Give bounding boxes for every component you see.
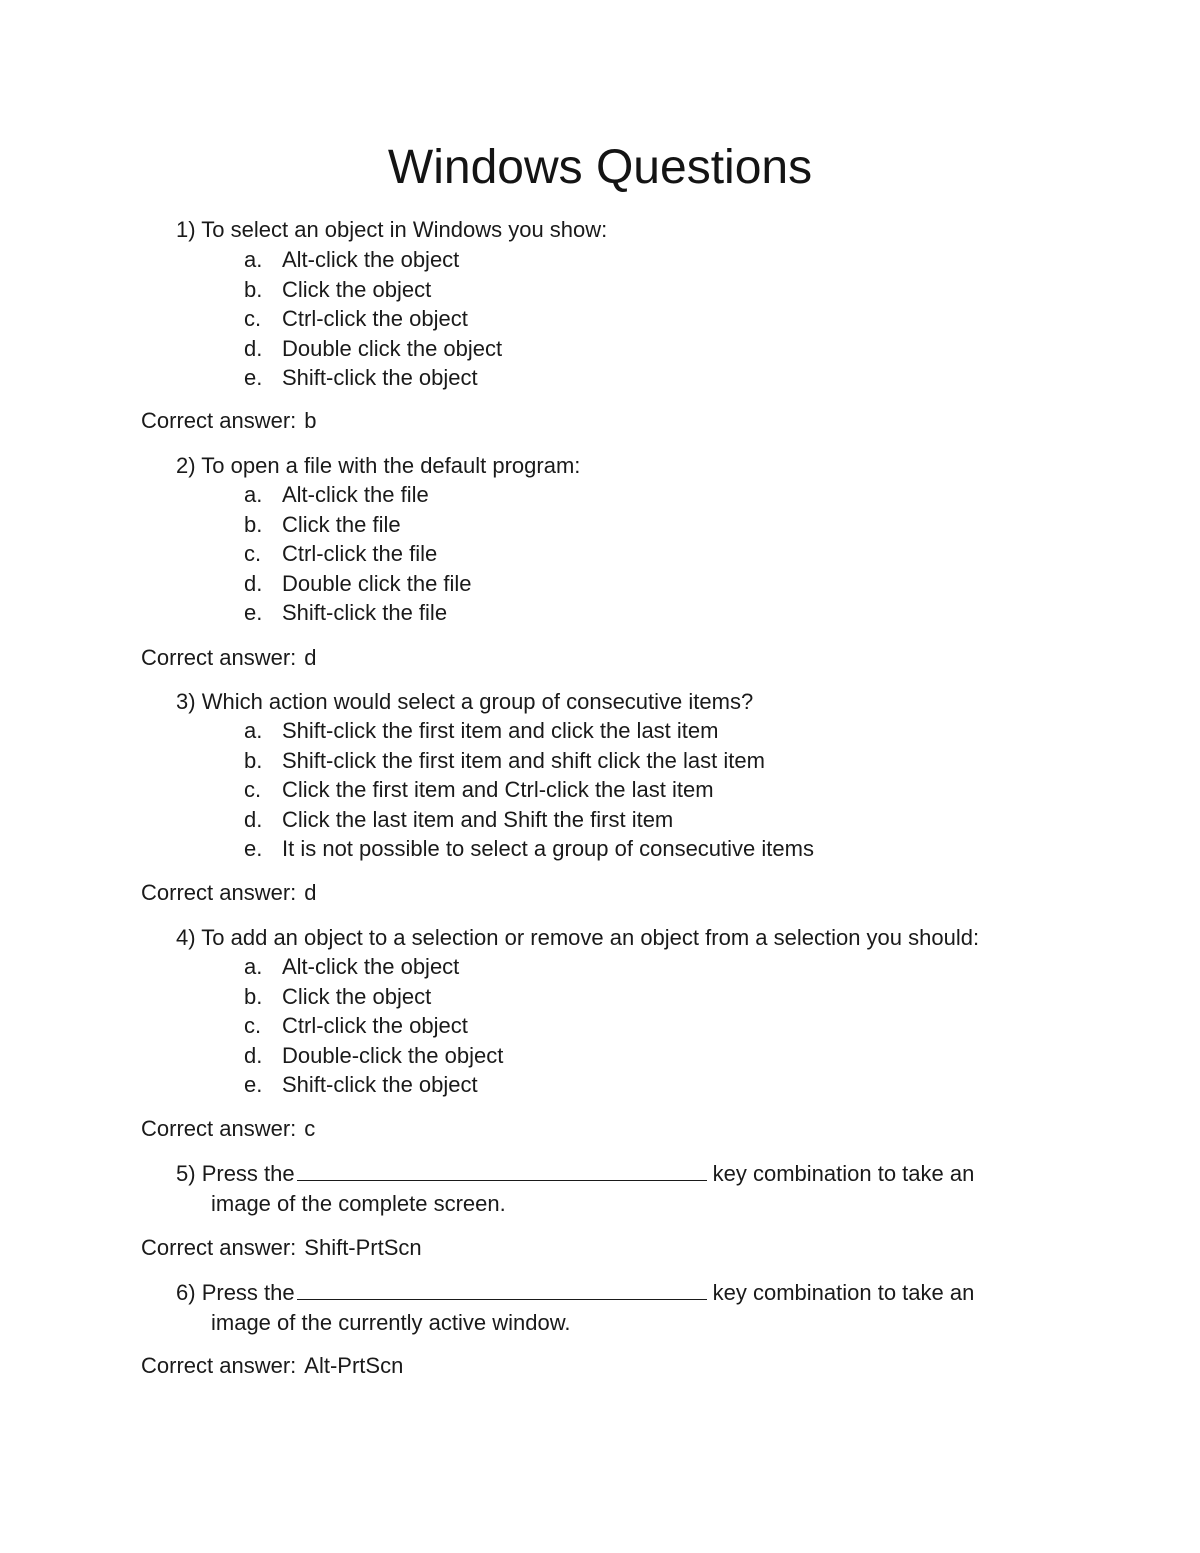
option-letter: b. [244,276,263,302]
answer-label: Correct answer: [141,645,297,670]
option-letter: b. [244,747,263,773]
answer-value: Shift-PrtScn [304,1235,422,1260]
question-text: To open a file with the default program: [201,453,581,478]
option-letter: e. [244,600,263,625]
answer-blank [297,1281,707,1300]
option-text: Click the object [282,983,432,1009]
option-text: Double-click the object [282,1042,504,1068]
question-text: Which action would select a group of consecutive items? [201,689,754,714]
list-item [244,569,472,599]
answer-value: d [304,880,317,905]
question-5 [176,1159,1056,1218]
question-text: To add an object to a selection or remove an object from a selection you should: [201,925,980,950]
list-item [244,363,502,393]
option-text: Alt-click the object [282,954,460,979]
question-number: 4) [176,925,196,950]
option-letter: d. [244,1042,263,1068]
option-text: Click the first item and Ctrl-click the last item [282,777,714,802]
question-3 [176,687,753,717]
list-item [244,716,814,746]
question-6 [176,1278,1056,1337]
list-item [244,1070,503,1100]
question-prefix: Press the [201,1161,295,1186]
option-letter: e. [244,836,263,861]
option-letter: a. [244,247,263,272]
option-letter: e. [244,365,263,390]
answer-value: c [304,1116,316,1141]
answer-value: Alt-PrtScn [304,1353,404,1378]
option-letter: b. [244,511,263,537]
list-item [244,245,502,275]
option-letter: e. [244,1072,263,1097]
answer-label: Correct answer: [141,1235,297,1260]
option-text: Click the object [282,276,432,302]
question-1 [176,215,607,245]
option-text: Shift-click the first item and shift click the last item [282,747,765,773]
answer-value: d [304,645,317,670]
option-letter: c. [244,777,262,802]
option-letter: c. [244,1013,262,1038]
list-item [244,982,503,1012]
answer-label: Correct answer: [141,1116,297,1141]
list-item [244,775,814,805]
answer-label: Correct answer: [141,1353,297,1378]
option-text: Click the last item and Shift the first item [282,806,674,832]
option-letter: d. [244,806,263,832]
option-text: Shift-click the object [282,365,478,390]
question-continuation: image of the complete screen. [211,1190,506,1216]
answer-value: b [304,408,317,433]
options-list-1 [244,245,502,393]
option-text: Alt-click the object [282,247,460,272]
option-letter: c. [244,306,262,331]
option-text: Shift-click the object [282,1072,478,1097]
options-list-2 [244,480,472,628]
question-suffix: key combination to take an [712,1280,975,1305]
option-text: Ctrl-click the object [282,306,468,331]
question-suffix: key combination to take an [712,1161,975,1186]
option-text: Ctrl-click the object [282,1013,468,1038]
options-list-4 [244,952,503,1100]
answer-blank [297,1162,707,1181]
list-item [244,952,503,982]
list-item [244,275,502,305]
question-continuation: image of the currently active window. [211,1309,571,1335]
question-number: 2) [176,453,196,478]
question-2 [176,451,580,481]
option-letter: a. [244,718,263,743]
option-text: Shift-click the first item and click the last item [282,718,719,743]
answer-label: Correct answer: [141,408,297,433]
option-text: It is not possible to select a group of consecutive items [282,836,814,861]
list-item [244,334,502,364]
option-text: Shift-click the file [282,600,448,625]
option-letter: d. [244,570,263,596]
answer-label: Correct answer: [141,880,297,905]
question-number: 6) [176,1280,196,1305]
list-item [244,480,472,510]
question-text: To select an object in Windows you show: [201,217,608,242]
list-item [244,746,814,776]
list-item [244,1011,503,1041]
option-letter: d. [244,335,263,361]
option-text: Click the file [282,511,401,537]
correct-answer-3 [141,878,317,908]
list-item [244,304,502,334]
list-item [244,539,472,569]
correct-answer-6 [141,1351,403,1381]
list-item [244,834,814,864]
correct-answer-5 [141,1233,422,1263]
option-text: Double click the object [282,335,503,361]
list-item [244,598,472,628]
question-number: 3) [176,689,196,714]
correct-answer-4 [141,1114,315,1144]
correct-answer-1 [141,406,317,436]
list-item [244,510,472,540]
question-number: 1) [176,217,196,242]
question-4 [176,923,979,953]
option-letter: a. [244,482,263,507]
page-title: Windows Questions [387,141,813,194]
question-number: 5) [176,1161,196,1186]
list-item [244,1041,503,1071]
list-item [244,805,814,835]
question-prefix: Press the [201,1280,295,1305]
option-letter: b. [244,983,263,1009]
option-text: Double click the file [282,570,472,596]
option-text: Ctrl-click the file [282,541,438,566]
option-letter: c. [244,541,262,566]
option-text: Alt-click the file [282,482,429,507]
options-list-3 [244,716,814,864]
correct-answer-2 [141,643,317,673]
option-letter: a. [244,954,263,979]
